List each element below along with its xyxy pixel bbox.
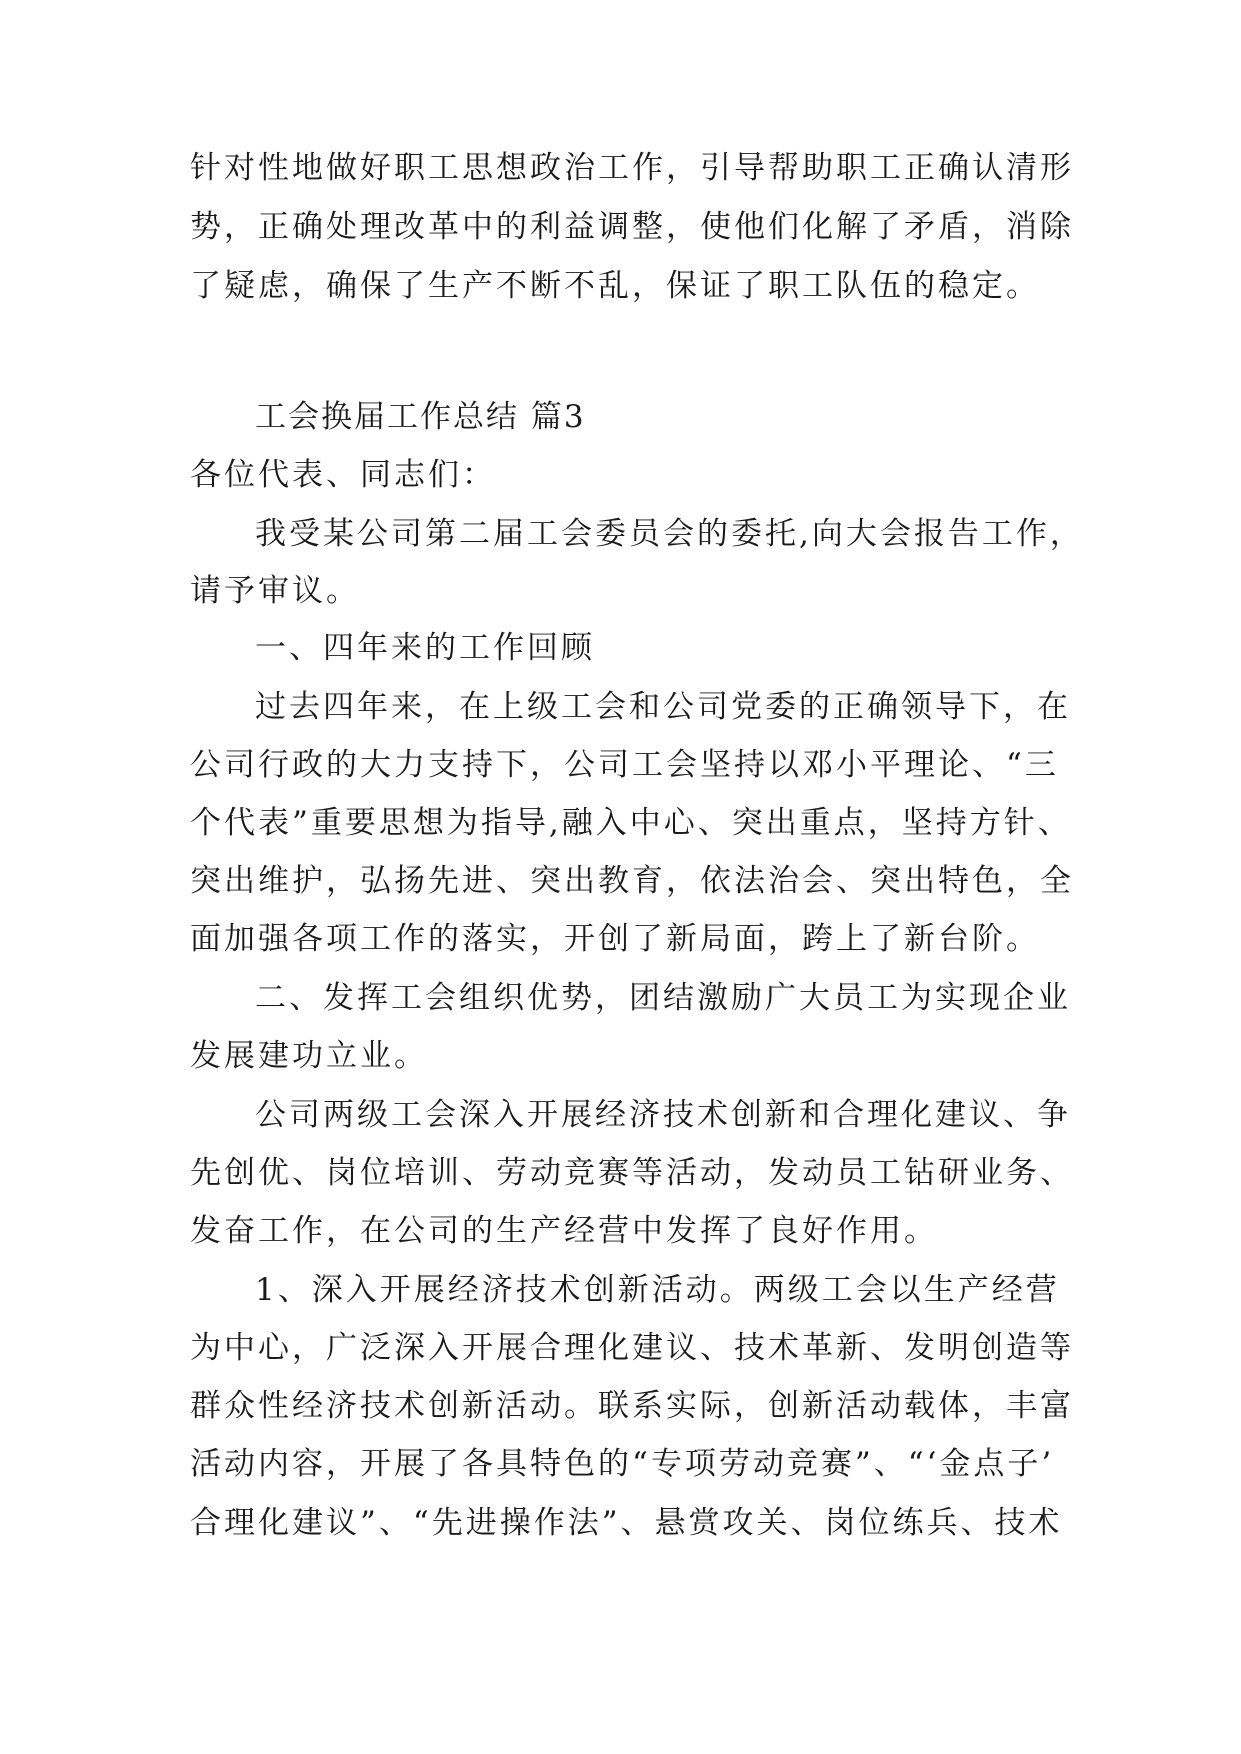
salutation: 各位代表、同志们：: [190, 457, 496, 493]
paragraph-line: 请予审议。: [190, 573, 360, 609]
paragraph-line: 发奋工作，在公司的生产经营中发挥了良好作用。: [190, 1213, 938, 1249]
paragraph-line: 公司行政的大力支持下，公司工会坚持以邓小平理论、“三: [190, 747, 1059, 783]
paragraph-line: 针对性地做好职工思想政治工作，引导帮助职工正确认清形: [190, 150, 1074, 186]
paragraph-line: 了疑虑，确保了生产不断不乱，保证了职工队伍的稳定。: [190, 268, 1040, 304]
paragraph-line: 发展建功立业。: [190, 1038, 428, 1074]
paragraph-line: 先创优、岗位培训、劳动竞赛等活动，发动员工钻研业务、: [190, 1155, 1074, 1191]
paragraph-line: 群众性经济技术创新活动。联系实际，创新活动载体，丰富: [190, 1388, 1074, 1424]
paragraph-line: 活动内容，开展了各具特色的“专项劳动竞赛”、“‘金点子’: [190, 1446, 1055, 1482]
subheading: 二、发挥工会组织优势，团结激励广大员工为实现企业: [255, 980, 1071, 1016]
paragraph-line: 突出维护，弘扬先进、突出教育，依法治会、突出特色，全: [190, 863, 1074, 899]
subheading: 一、四年来的工作回顾: [255, 630, 595, 666]
paragraph-line: 势，正确处理改革中的利益调整，使他们化解了矛盾，消除: [190, 209, 1074, 245]
paragraph-line: 公司两级工会深入开展经济技术创新和合理化建议、争: [255, 1097, 1071, 1133]
paragraph-line: 过去四年来，在上级工会和公司党委的正确领导下，在: [255, 689, 1071, 725]
paragraph-line: 个代表”重要思想为指导,融入中心、突出重点，坚持方针、: [190, 805, 1072, 841]
paragraph-line: 1、深入开展经济技术创新活动。两级工会以生产经营: [255, 1272, 1060, 1308]
paragraph-line: 合理化建议”、“先进操作法”、悬赏攻关、岗位练兵、技术: [190, 1505, 1063, 1541]
paragraph-line: 为中心，广泛深入开展合理化建议、技术革新、发明创造等: [190, 1330, 1074, 1366]
paragraph-line: 面加强各项工作的落实，开创了新局面，跨上了新台阶。: [190, 921, 1040, 957]
section-title: 工会换届工作总结 篇3: [255, 399, 586, 435]
paragraph-line: 我受某公司第二届工会委员会的委托,向大会报告工作，: [255, 516, 1084, 552]
